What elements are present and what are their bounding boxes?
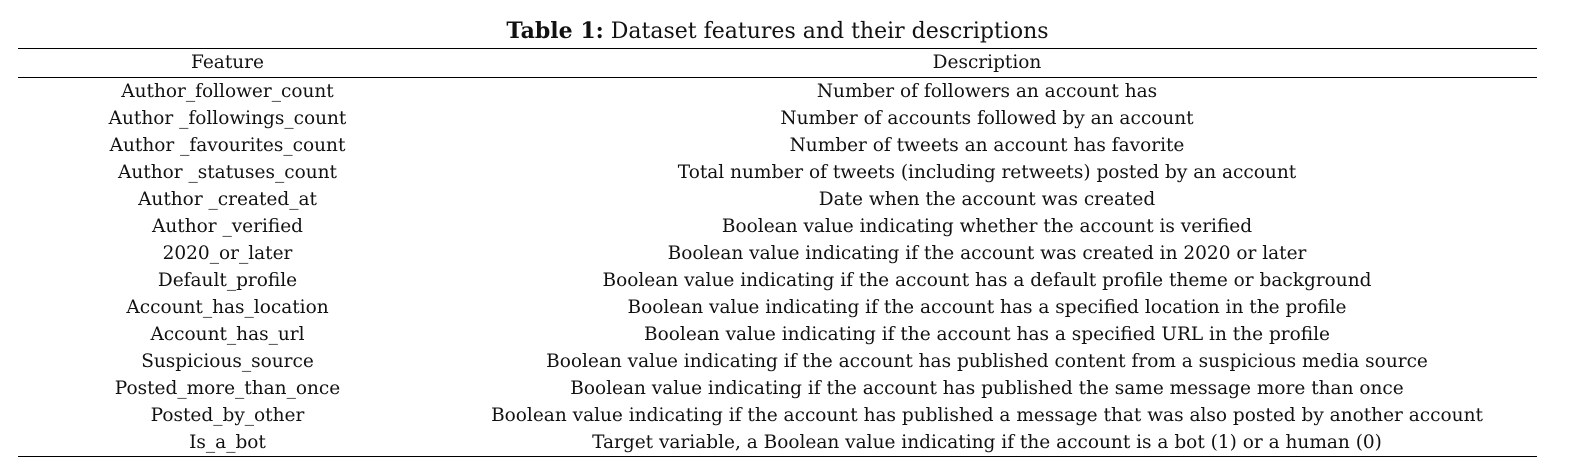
table-row	[18, 240, 1537, 267]
table-row	[18, 348, 1537, 375]
description-cell: Boolean value indicating if the account has a specified URL in the profile	[644, 324, 1330, 345]
table-caption-text: Dataset features and their descriptions	[603, 19, 1049, 44]
description-cell: Boolean value indicating whether the account is verified	[721, 216, 1253, 237]
description-cell: Boolean value indicating if the account was created in 2020 or later	[667, 243, 1307, 264]
feature-cell: Author _favourites_count	[109, 135, 346, 156]
feature-cell: Author _statuses_count	[118, 162, 337, 183]
table-row	[18, 321, 1537, 348]
feature-cell: Account_has_url	[150, 324, 305, 345]
feature-cell: Author _followings_count	[108, 108, 347, 129]
table-row	[18, 213, 1537, 240]
table-header	[18, 49, 1537, 78]
feature-cell: Posted_more_than_once	[114, 378, 341, 399]
description-cell: Boolean value indicating if the account has a specified location in the profile	[627, 297, 1347, 318]
description-cell: Boolean value indicating if the account has published content from a suspicious media source	[546, 351, 1428, 372]
dataset-features-table-figure	[18, 14, 1537, 457]
table-body	[18, 78, 1537, 457]
header-row	[18, 49, 1537, 78]
description-cell: Total number of tweets (including retweets) posted by an account	[677, 162, 1297, 183]
feature-cell: Account_has_location	[126, 297, 329, 318]
description-cell: Boolean value indicating if the account has a default profile theme or background	[602, 270, 1372, 291]
feature-cell: Author _verified	[151, 216, 304, 237]
table-row	[18, 186, 1537, 213]
description-cell: Number of followers an account has	[816, 81, 1158, 102]
description-cell: Number of tweets an account has favorite	[789, 135, 1185, 156]
table-row	[18, 267, 1537, 294]
description-cell: Date when the account was created	[818, 189, 1156, 210]
table-row	[18, 132, 1537, 159]
feature-cell: Author _created_at	[138, 189, 317, 210]
feature-cell: Is_a_bot	[189, 432, 266, 453]
table-row	[18, 402, 1537, 429]
table-caption-label: Table 1:	[506, 18, 604, 44]
feature-cell: Posted_by_other	[150, 405, 305, 426]
feature-cell: Author_follower_count	[121, 81, 334, 102]
features-table	[18, 48, 1537, 457]
description-cell: Boolean value indicating if the account has published a message that was also posted by another account	[491, 405, 1483, 426]
feature-cell: Default_profile	[157, 270, 298, 291]
table-row	[18, 105, 1537, 132]
table-row	[18, 375, 1537, 402]
table-row	[18, 159, 1537, 186]
table-row	[18, 429, 1537, 457]
table-row	[18, 78, 1537, 106]
table-caption	[18, 14, 1537, 48]
description-cell: Number of accounts followed by an account	[780, 108, 1194, 129]
table-row	[18, 294, 1537, 321]
feature-cell: Suspicious_source	[141, 351, 314, 372]
feature-cell: 2020_or_later	[162, 243, 293, 264]
header-feature: Feature	[191, 52, 264, 73]
description-cell: Target variable, a Boolean value indicating if the account is a bot (1) or a human (0)	[592, 432, 1382, 453]
header-description: Description	[932, 52, 1042, 73]
description-cell: Boolean value indicating if the account has published the same message more than once	[570, 378, 1404, 399]
